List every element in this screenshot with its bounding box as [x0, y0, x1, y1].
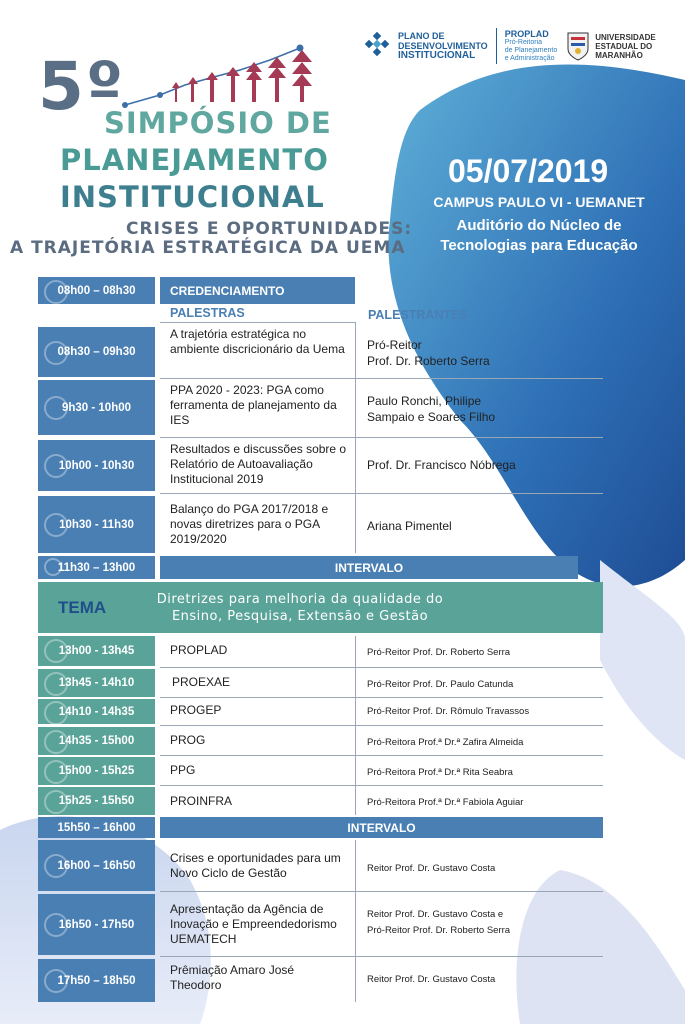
time-slot [38, 787, 155, 815]
time-label: 16h50 - 17h50 [58, 918, 135, 931]
time-label: 15h25 - 15h50 [58, 795, 135, 807]
time-slot [38, 699, 155, 724]
divider [160, 437, 603, 438]
clock-icon [44, 341, 68, 365]
speaker [367, 393, 597, 425]
tema-line: Ensino, Pesquisa, Extensão e Gestão [171, 609, 429, 624]
talk-title: Prêmiação Amaro José Theodoro [170, 963, 295, 992]
title-line-2: PLANEJAMENTO [60, 143, 329, 177]
talk-title: Crises e oportunidades para um Novo Ciclo de Gestão [170, 851, 341, 880]
talk-title: Resultados e discussões sobre o Relatório de Autoavaliação Institucional 2019 [170, 442, 347, 486]
time-slot [38, 727, 155, 755]
proplad-sub: Pró-Reitoria [504, 39, 543, 46]
divider [160, 755, 603, 756]
blue-wave-shape [388, 65, 685, 587]
talk-title: Balanço do PGA 2017/2018 e novas diretrizes para o PGA 2019/2020 [170, 502, 329, 546]
divider [160, 378, 603, 379]
growth-dot [157, 92, 163, 98]
time-slot [38, 440, 155, 491]
time-slot [38, 894, 155, 955]
tema-line: Diretrizes para melhoria da qualidade do [156, 592, 444, 607]
venue-line: Auditório do Núcleo de [456, 217, 622, 234]
talk-title: A trajetória estratégica no ambiente discricionário da Uema [170, 327, 345, 356]
divider [160, 956, 603, 957]
time-slot [38, 380, 155, 435]
time-label: 13h45 - 14h10 [58, 677, 135, 689]
clock-icon [44, 396, 68, 420]
speaker [367, 457, 597, 473]
event-date: 05/07/2019 [448, 153, 609, 189]
uema-line: ESTADUAL DO [595, 41, 653, 51]
lilac-shape [600, 560, 685, 760]
clock-icon [44, 280, 68, 304]
divider [160, 785, 603, 786]
uema-line: UNIVERSIDADE [595, 32, 656, 42]
time-label: 08h00 – 08h30 [57, 284, 136, 297]
pdi-line: DESENVOLVIMENTO [398, 41, 488, 51]
speaker: Pró-Reitora Prof.ª Dr.ª Rita Seabra [367, 767, 513, 778]
divider [160, 891, 603, 892]
speaker [367, 972, 597, 988]
time-label: 16h00 – 16h50 [57, 859, 136, 872]
time-slot [38, 757, 155, 785]
time-label: 13h00 - 13h45 [58, 645, 135, 657]
arrow-chart-icon [172, 50, 312, 102]
intervalo-bar [160, 817, 603, 838]
time-label: 10h30 - 11h30 [59, 518, 134, 531]
clock-icon [44, 969, 68, 993]
time-slot [38, 277, 155, 304]
speaker-line: Pró-Reitor Prof. Dr. Roberto Serra [367, 925, 511, 936]
unit-name: PROINFRA [170, 794, 233, 808]
clock-icon [44, 854, 68, 878]
unit-name: PPG [170, 763, 196, 777]
credenciamento-label: CREDENCIAMENTO [170, 283, 285, 298]
clock-icon [44, 730, 68, 754]
uema-line: MARANHÃO [595, 50, 643, 60]
column-header-palestrantes: PALESTRANTES [368, 308, 468, 322]
time-label: 15h00 - 15h25 [58, 765, 135, 777]
divider [160, 493, 603, 494]
speaker-line: Ariana Pimentel [367, 519, 452, 533]
intervalo-bar [160, 556, 578, 579]
clock-icon [44, 760, 68, 784]
time-label: 08h30 – 09h30 [57, 346, 136, 358]
speaker-line: Sampaio e Soares Filho [367, 410, 496, 424]
speaker-line: Pró-Reitor [367, 338, 422, 352]
pdi-logo-text [398, 31, 488, 61]
clock-icon [44, 790, 68, 814]
speaker-line: Reitor Prof. Dr. Gustavo Costa e [367, 909, 504, 920]
time-slot [38, 840, 155, 891]
clock-icon [44, 454, 68, 478]
time-label: 15h50 – 16h00 [57, 821, 136, 834]
unit-name: PROGEP [170, 703, 222, 717]
unit-name: PROPLAD [170, 643, 228, 657]
speaker [367, 518, 597, 534]
divider [160, 725, 603, 726]
tema-description [140, 591, 460, 625]
subtitle-line-1: CRISES E OPORTUNIDADES: [126, 219, 413, 239]
speaker: Pró-Reitor Prof. Dr. Roberto Serra [367, 647, 511, 658]
column-header-palestras: PALESTRAS [170, 306, 245, 320]
divider [160, 322, 355, 323]
time-label: 10h00 - 10h30 [58, 459, 135, 472]
speaker-line: Reitor Prof. Dr. Gustavo Costa [367, 974, 496, 985]
clock-icon [44, 913, 68, 937]
speaker [367, 907, 597, 939]
unit-name: PROEXAE [172, 675, 231, 689]
divider [160, 697, 603, 698]
time-slot [38, 959, 155, 1002]
speaker: Pró-Reitor Prof. Dr. Paulo Catunda [367, 679, 514, 690]
clock-icon [44, 701, 68, 725]
column-divider [355, 322, 356, 553]
time-label: 9h30 - 10h00 [61, 401, 132, 414]
title-line-1: SIMPÓSIO DE [104, 106, 332, 140]
speaker-line: Paulo Ronchi, Philipe [367, 394, 482, 408]
time-slot [38, 669, 155, 697]
speaker: Pró-Reitor Prof. Dr. Rômulo Travassos [367, 706, 530, 717]
time-label: 14h10 - 14h35 [58, 705, 135, 718]
speaker-line: Reitor Prof. Dr. Gustavo Costa [367, 863, 496, 874]
uema-logo-text [595, 33, 655, 60]
edition-number: 5º [38, 48, 126, 125]
proplad-sub: de Planejamento [504, 47, 558, 54]
venue-line: Tecnologias para Educação [440, 237, 638, 254]
intervalo-label: INTERVALO [347, 820, 416, 835]
pdi-logo-icon [362, 31, 392, 61]
pdi-line: INSTITUCIONAL [398, 50, 476, 61]
time-label: 11h30 – 13h00 [57, 561, 136, 574]
speaker [367, 861, 597, 877]
credenciamento-bar [160, 277, 355, 304]
speaker-line: Prof. Dr. Francisco Nóbrega [367, 458, 516, 472]
proplad-sub: e Administração [504, 55, 555, 62]
pdi-line: PLANO DE [398, 31, 445, 41]
tema-label: TEMA [58, 598, 107, 617]
column-divider [355, 636, 356, 815]
divider [160, 667, 603, 668]
clock-icon [44, 672, 68, 696]
column-divider [355, 840, 356, 1002]
time-slot [38, 817, 155, 838]
time-slot [38, 496, 155, 553]
uema-crest-icon [565, 30, 591, 62]
speaker: Pró-Reitora Prof.ª Dr.ª Fabiola Aguiar [367, 797, 524, 808]
clock-icon [44, 558, 62, 576]
time-label: 17h50 – 18h50 [57, 974, 136, 987]
time-slot [38, 636, 155, 666]
intervalo-label: INTERVALO [334, 560, 404, 575]
speaker-line: Prof. Dr. Roberto Serra [367, 354, 490, 368]
subtitle-line-2: A TRAJETÓRIA ESTRATÉGICA DA UEMA [10, 238, 406, 258]
talk-title: Apresentação da Agência de Inovação e Empreendedorismo UEMATECH [170, 902, 337, 946]
event-campus: CAMPUS PAULO VI - UEMANET [433, 194, 645, 210]
title-line-3: INSTITUCIONAL [60, 180, 325, 214]
speaker: Pró-Reitora Prof.ª Dr.ª Zafira Almeida [367, 737, 524, 748]
growth-dot [297, 45, 304, 52]
logo-divider [496, 28, 497, 64]
unit-name: PROG [170, 733, 206, 747]
clock-icon [44, 639, 68, 663]
talk-title: PPA 2020 - 2023: PGA como ferramenta de planejamento da IES [170, 383, 337, 427]
proplad-logo [505, 29, 558, 63]
time-slot [38, 556, 155, 579]
lilac-bottom-right-shape [516, 870, 685, 1024]
speaker [367, 337, 597, 369]
time-label: 14h35 - 15h00 [58, 735, 135, 747]
proplad-title: PROPLAD [504, 29, 549, 39]
event-venue [420, 216, 658, 256]
clock-icon [44, 513, 68, 537]
logo-bar [362, 26, 656, 66]
time-slot [38, 327, 155, 377]
